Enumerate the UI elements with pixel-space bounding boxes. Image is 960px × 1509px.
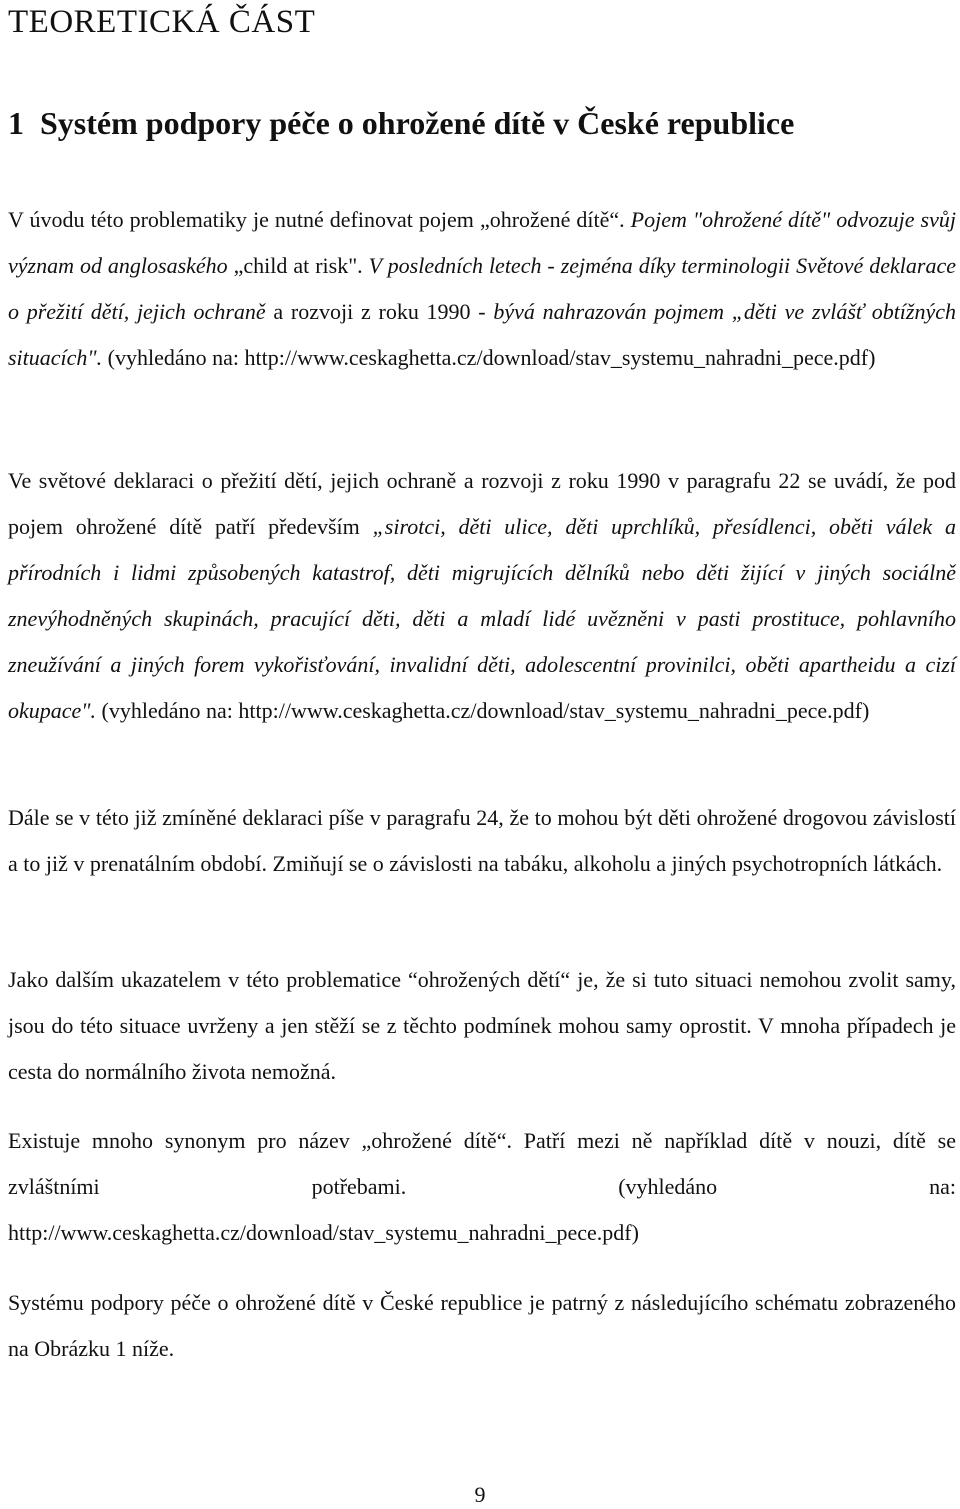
page-number: 9	[474, 1482, 486, 1507]
paragraph-1-text-b: „child at risk".	[233, 253, 369, 278]
paragraph-1-italic-c: bývá nahrazován pojmem „děti ve zvlášť obtížných situacích".	[8, 299, 957, 370]
paragraph-2-source: (vyhledáno na: http://www.ceskaghetta.cz/download/stav_systemu_nahradni_pece.pdf)	[96, 698, 870, 723]
chapter-title	[8, 102, 794, 144]
paragraph-1-italic-a: Pojem "ohrožené dítě" odvozuje svůj význam od anglosaského	[8, 207, 956, 278]
paragraph-4: Jako dalším ukazatelem v této problematice “ohrožených dětí“ je, že si tuto situaci nemohou zvolit samy, jsou do této situace uvrženy a jen stěží se z těchto podmínek mohou samy oprostit. V mnoha případech je cesta do normálního života nemožná.	[8, 967, 956, 1084]
paragraph-1-text-a: V úvodu této problematiky je nutné definovat pojem „ohrožené dítě“.	[8, 207, 631, 232]
paragraph-2	[8, 458, 956, 734]
paragraph-2-text-a: Ve světové deklaraci o přežití dětí, jejich ochraně a rozvoji z roku 1990 v paragrafu 22 se uvádí, že pod pojem ohrožené dítě patří především	[8, 468, 956, 539]
chapter-title-text: Systém podpory péče o ohrožené dítě v České republice	[40, 105, 795, 141]
paragraph-1-source: (vyhledáno na: http://www.ceskaghetta.cz/download/stav_systemu_nahradni_pece.pdf)	[102, 345, 876, 370]
paragraph-2-quote: „sirotci, děti ulice, děti uprchlíků, přesídlenci, oběti válek a přírodních i lidmi způsobených katastrof, děti migrujících dělníků nebo děti žijící v jiných sociálně znevýhodněných skupinách, pracující děti, děti a mladí lidé uvězněni v pasti prostituce, pohlavního zneužívání a jiných forem vykořisťování, invalidní děti, adolescentní provinilci, oběti apartheidu a cizí okupace".	[8, 514, 956, 723]
paragraph-1-text-c: a rozvoji z roku 1990 -	[273, 299, 494, 324]
chapter-number: 1	[8, 105, 24, 141]
paragraph-6: Systému podpory péče o ohrožené dítě v České republice je patrný z následujícího schématu zobrazeného na Obrázku 1 níže.	[8, 1290, 956, 1361]
paragraph-5: Existuje mnoho synonym pro název „ohrožené dítě“. Patří mezi ně například dítě v nouzi, dítě se zvláštními potřebami. (vyhledáno na: http://www.ceskaghetta.cz/download/stav_systemu_nahradni_pece.pdf)	[8, 1128, 956, 1245]
paragraph-3: Dále se v této již zmíněné deklaraci píše v paragrafu 24, že to mohou být děti ohrožené drogovou závislostí a to již v prenatálním období. Zmiňují se o závislosti na tabáku, alkoholu a jiných psychotropních látkách.	[8, 805, 956, 876]
paragraph-1-italic-b: V posledních letech - zejména díky terminologii Světové deklarace o přežití dětí, jejich ochraně	[8, 253, 956, 324]
paragraph-1	[8, 197, 956, 381]
part-title: TEORETICKÁ ČÁST	[8, 4, 316, 40]
